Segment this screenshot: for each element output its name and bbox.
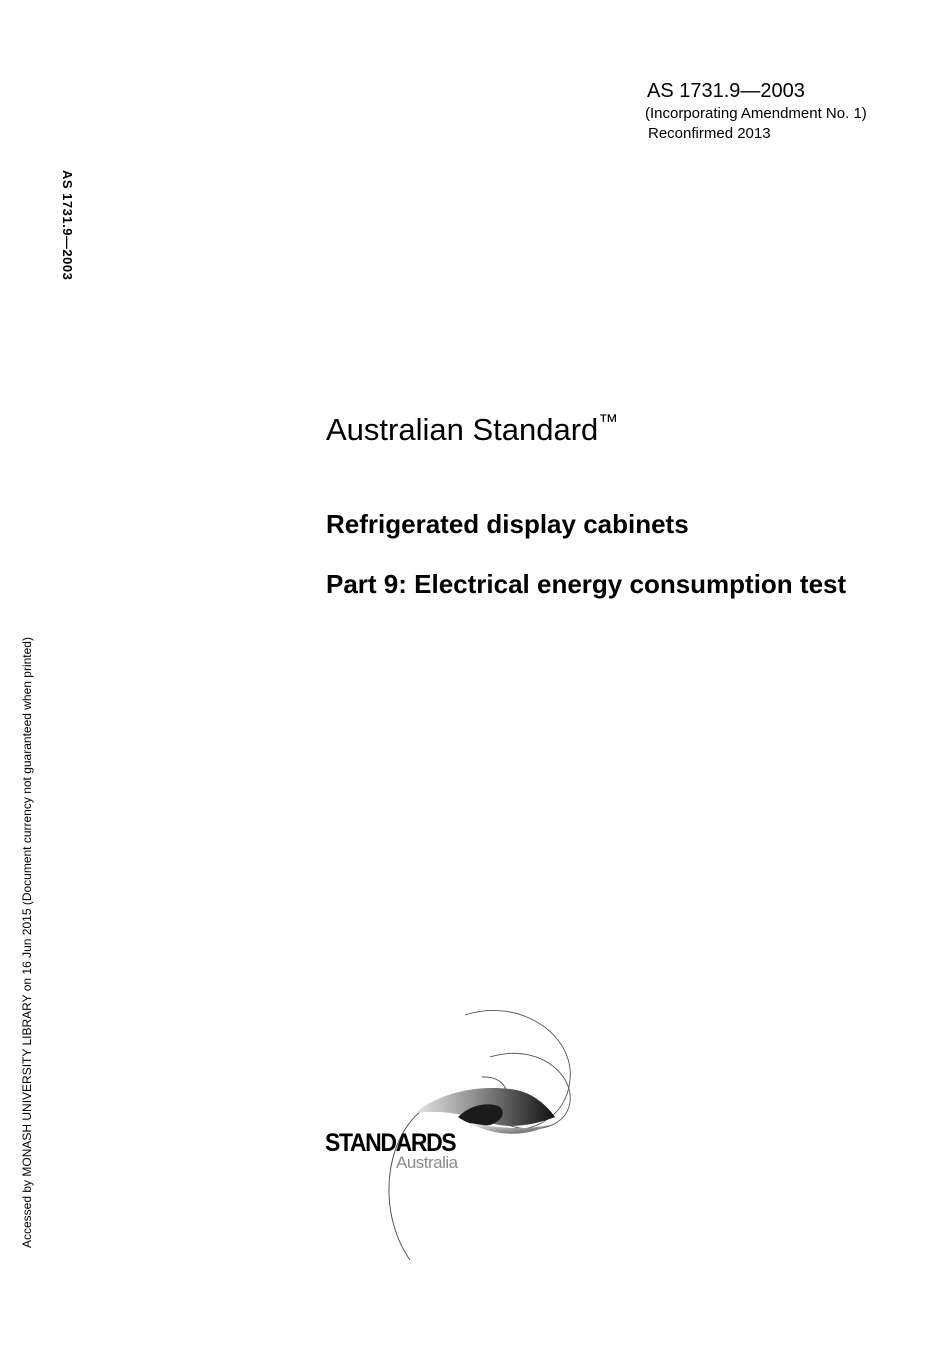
- logo-subtext: Australia: [396, 1153, 458, 1172]
- standard-series-heading: [326, 402, 618, 450]
- series-name: Australian Standard: [326, 412, 599, 447]
- reconfirmed-note: Reconfirmed 2013: [648, 125, 771, 142]
- trademark-symbol: ™: [598, 411, 619, 433]
- document-subtitle: Part 9: Electrical energy consumption test: [326, 569, 847, 599]
- spine-document-number: AS 1731.9—2003: [60, 170, 75, 281]
- access-watermark-note: Accessed by MONASH UNIVERSITY LIBRARY on 16 Jun 2015 (Document currency not guaranteed when printed): [20, 637, 34, 1248]
- amendment-note: (Incorporating Amendment No. 1): [645, 105, 867, 122]
- logo-wordmark: STANDARDS: [325, 1129, 456, 1157]
- document-title: Refrigerated display cabinets: [326, 509, 689, 539]
- document-number: AS 1731.9—2003: [647, 80, 805, 102]
